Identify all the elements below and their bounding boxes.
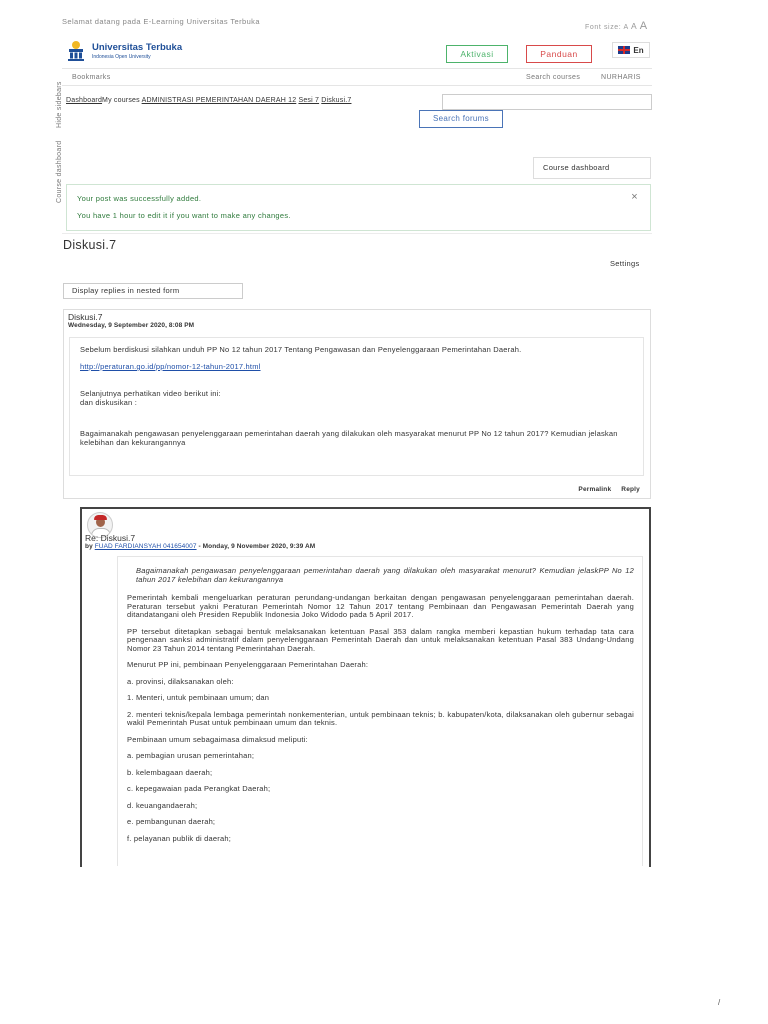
regulation-link[interactable]: http://peraturan.go.id/pp/nomor-12-tahun-2017.html [80,362,261,371]
forum-post [63,309,651,499]
font-size-control [585,20,648,32]
course-dashboard-button[interactable]: Course dashboard [533,157,651,179]
reply-paragraph: PP tersebut ditetapkan sebagai bentuk melaksanakan ketentuan Pasal 353 dalam rangka memberi kepastian hukum terhadap tata cara pengenaan sanksi administratif dalam penyelenggaraan Pemerintah Daerah dan untuk melaksanakan ketentuan Pasal 383 Undang-Undang Nomor 23 Tahun 2014 tentang Pemerintahan Daerah. [127,626,634,653]
author-link[interactable]: FUAD FARDIANSYAH 041654007 [94,543,197,550]
welcome-text: Selamat datang pada E-Learning Universitas Terbuka [62,17,260,26]
reply-paragraph: d. keuangandaerah; [127,800,198,810]
post-subject: Diskusi.7 [68,312,103,322]
settings-menu[interactable]: Settings [610,259,640,268]
post-actions [570,486,640,493]
reply-paragraph: Menurut PP ini, pembinaan Penyelenggaraan Pemerintahan Daerah: [127,660,369,669]
post-paragraph: Selanjutnya perhatikan video berikut ini: [80,389,221,398]
permalink-link[interactable]: Permalink [578,486,612,493]
page-title: Diskusi.7 [63,238,117,252]
reply-paragraph: a. pembagian urusan pemerintahan; [127,751,255,760]
breadcrumb-my-courses[interactable]: My courses [102,97,140,104]
success-alert [66,184,651,231]
breadcrumb-section[interactable]: Sesi 7 [298,97,320,104]
reply-paragraph: f. pelayanan publik di daerah; [127,833,231,843]
user-menu[interactable]: NURHARIS [601,74,641,81]
page-mark: / [718,998,721,1007]
header-divider [62,68,652,69]
course-dashboard-tab[interactable]: Course dashboard [56,140,63,203]
nav-divider [62,85,652,86]
byline-prefix: by [85,543,93,550]
hide-sidebars-tab[interactable]: Hide sidebars [56,81,63,128]
logo-subtitle: Indonesia Open University [92,54,151,60]
reply-content [117,556,643,866]
font-size-large[interactable]: A [639,20,648,32]
forum-reply [80,507,651,867]
panduan-button[interactable]: Panduan [526,45,592,63]
university-emblem-icon [66,40,86,62]
reply-paragraph: Pembinaan umum sebagaimasa dimaksud meliputi: [127,734,308,744]
bookmarks-link[interactable]: Bookmarks [72,74,111,81]
search-forums-button[interactable]: Search forums [419,110,503,128]
alert-edit-note: You have 1 hour to edit it if you want to make any changes. [77,211,291,220]
alert-message: Your post was successfully added. [77,194,202,203]
breadcrumb-forum[interactable]: Diskusi.7 [321,97,352,104]
post-paragraph: Sebelum berdiskusi silahkan unduh PP No 12 tahun 2017 Tentang Pengawasan dan Penyelenggaraan Pemerintahan Daerah. [80,345,522,354]
content-divider [62,233,652,234]
post-content [69,337,644,476]
display-mode-select[interactable]: Display replies in nested form [63,283,243,299]
logo-title: Universitas Terbuka [92,42,183,53]
search-forums-input[interactable] [442,94,652,110]
reply-paragraph: Pemerintah kembali mengeluarkan peraturan perundang-undangan berkaitan dengan pengawasan penyelenggaraan pemerintahan daerah. Peraturan tersebut yakni Peraturan Pemerintah Nomor 12 Tahun 2017 tentang Pembinaan dan Pengawasan Pemerintah Daerah yang ditandatangani oleh Presiden Republik Indonesia Joko Widodo pada 5 April 2017. [127,593,634,619]
close-icon[interactable]: × [631,191,638,203]
font-size-small[interactable]: A [623,24,629,31]
font-size-label: Font size: [585,24,622,31]
quoted-question: Bagaimanakah pengawasan penyelenggaraan pemerintahan daerah yang dilakukan oleh masyarakat menurut? Kemudian jelaskPP No 12 tahun 2017 kelebihan dan kekurangannya [136,566,634,584]
reply-paragraph: b. kelembagaan daerah; [127,767,213,777]
reply-date: - Monday, 9 November 2020, 9:39 AM [198,543,316,550]
aktivasi-button[interactable]: Aktivasi [446,45,508,63]
font-size-medium[interactable]: A [630,21,638,31]
breadcrumb-dashboard[interactable]: Dashboard [66,97,103,104]
language-label: En [633,45,644,55]
search-courses-link[interactable]: Search courses [526,74,581,81]
post-paragraph: dan diskusikan : [80,398,137,407]
reply-paragraph: a. provinsi, dilaksanakan oleh: [127,676,234,686]
reply-paragraph: 1. Menteri, untuk pembinaan umum; dan [127,693,270,702]
post-date: Wednesday, 9 September 2020, 8:08 PM [68,322,195,329]
uk-flag-icon [618,46,630,54]
reply-paragraph: 2. menteri teknis/kepala lembaga pemerintah nonkementerian, untuk pembinaan teknis; b. kabupaten/kota, dilaksanakan oleh gubernur sebagai wakil Pemerintah Pusat untuk pembinaan umum dan teknis. [127,709,634,727]
reply-link[interactable]: Reply [621,486,640,493]
language-selector[interactable] [612,42,650,58]
post-question: Bagaimanakah pengawasan penyelenggaraan pemerintahan daerah yang dilakukan oleh masyarakat menurut PP No 12 tahun 2017? Kemudian jelaskan kelebihan dan kekurangannya [80,429,618,447]
reply-paragraph: c. kepegawaian pada Perangkat Daerah; [127,784,271,793]
reply-byline [85,543,315,550]
reply-paragraph: e. pembangunan daerah; [127,817,216,826]
site-logo[interactable] [66,40,182,62]
reply-subject: Re: Diskusi.7 [85,533,136,543]
breadcrumb-course[interactable]: ADMINISTRASI PEMERINTAHAN DAERAH 12 [141,97,297,104]
breadcrumb [66,97,351,104]
